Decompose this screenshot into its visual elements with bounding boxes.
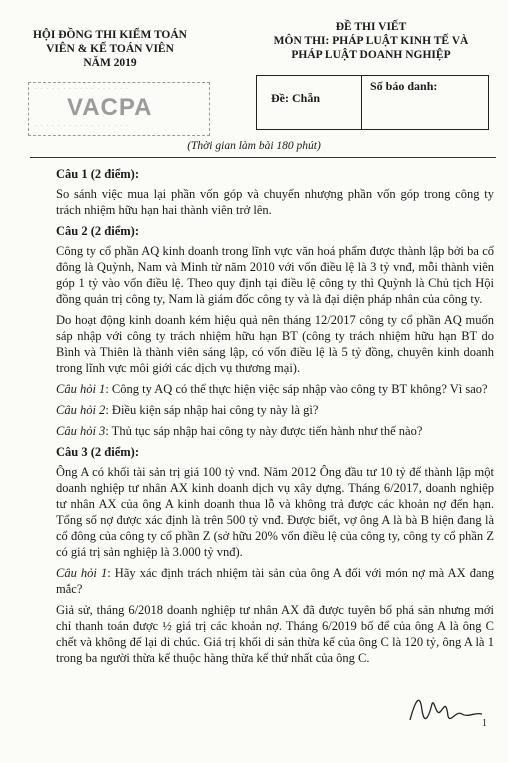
exam-line-2: MÔN THI: PHÁP LUẬT KINH TẾ VÀ (273, 35, 469, 47)
candidate-number-label: Số báo danh: (370, 79, 438, 93)
question-3-paragraph-1: Ông A có khối tài sản trị giá 100 tỷ vnđ. Năm 2012 Ông đầu tư 10 tỷ để thành lập một doanh nghiệp tư nhân AX kinh doanh dịch vụ xây dựng. Tháng 6/2017, doanh nghiệp tư nhân AX của ông A kinh doanh thua lỗ và không trả được các khoản nợ đến hạn. Tổng số nợ được xác định là trên 500 tỷ vnđ. Được biết, vợ ông A là bà B hiện đang là cổ đông của công ty cổ phần Z (sở hữu 20% vốn điều lệ của công ty, công ty cổ phần Z có giá trị sản nghiệp là 3.000 tỷ vnđ). (56, 465, 494, 559)
sub-question-text: : Công ty AQ có thể thực hiện việc sáp nhập vào công ty BT không? Vì sao? (105, 382, 488, 396)
sub-question-label: Câu hỏi 1 (56, 382, 106, 396)
time-note: (Thời gian làm bài 180 phút) (187, 140, 321, 152)
question-2-sub-3 (56, 423, 494, 439)
header-divider (30, 157, 496, 158)
question-3-paragraph-2: Giả sử, tháng 6/2018 doanh nghiệp tư nhân AX đã được tuyên bố phá sản nhưng mới chỉ thanh toán được ½ giá trị các khoản nợ. Tháng 6/2019 bố để của ông A là ông C chết và không để lại di chúc. Giá trị khối di sản thừa kế của ông C là 120 tỷ, ông A là 1 trong ba người thừa kế thuộc hàng thừa kế thứ nhất của ông C. (56, 603, 494, 665)
org-line-2: VIÊN & KẾ TOÁN VIÊN (46, 43, 174, 55)
question-3-title: Câu 3 (2 điểm): (56, 445, 139, 459)
question-2-paragraph-1: Công ty cổ phần AQ kinh doanh trong lĩnh vực văn hoá phẩm được thành lập bởi ba cổ đông là Quỳnh, Nam và Minh từ năm 2010 với vốn điều lệ là 3 tỷ vnđ, mỗi thành viên góp 1 tỷ vào vốn điều lệ. Theo quy định tại điều lệ công ty thì Quỳnh là Chủ tịch Hội đồng quản trị công ty, Nam là giám đốc công ty và là đại diện pháp nhân của công ty. (56, 244, 494, 306)
sub-question-text: : Điều kiện sáp nhập hai công ty này là gì? (105, 403, 319, 417)
handwritten-signature (406, 690, 486, 730)
org-line-3: NĂM 2019 (83, 57, 137, 69)
sub-question-text: : Hãy xác định trách nhiệm tài sản của ông A đối với món nợ mà AX đang mắc? (56, 566, 494, 596)
question-1-text: So sánh việc mua lại phần vốn góp và chuyển nhượng phần vốn góp trong công ty trách nhiệm hữu hạn hai thành viên trở lên. (56, 187, 494, 217)
question-1-title: Câu 1 (2 điểm): (56, 167, 139, 181)
sub-question-label: Câu hỏi 2 (56, 403, 106, 417)
question-3-sub-1 (56, 565, 494, 597)
exam-body (56, 166, 494, 671)
org-line-1: HỘI ĐỒNG THI KIỂM TOÁN (32, 29, 187, 41)
vacpa-logo-text: VACPA (67, 94, 153, 121)
question-2-sub-2 (56, 402, 494, 418)
vacpa-stamp-logo: · · · · · · · · · · · · · · · · · VACPA · · · · · · · · · · · · · · · · · (28, 82, 210, 136)
exam-header (256, 20, 486, 62)
organization-header (30, 28, 190, 70)
question-2-title: Câu 2 (2 điểm): (56, 224, 139, 238)
sub-question-label: Câu hỏi 3 (56, 424, 106, 438)
sub-question-label: Câu hỏi 1 (56, 566, 108, 580)
question-2-sub-1 (56, 381, 494, 397)
page-number: 1 (482, 718, 487, 729)
exam-variant: Đề: Chẵn (271, 91, 321, 105)
exam-line-1: ĐỀ THI VIẾT (335, 21, 407, 33)
exam-line-3: PHÁP LUẬT DOANH NGHIỆP (291, 49, 451, 61)
sub-question-text: : Thủ tục sáp nhập hai công ty này được tiến hành như thế nào? (105, 424, 423, 438)
exam-code-box (256, 75, 489, 130)
question-2-paragraph-2: Do hoạt động kinh doanh kém hiệu quả nên tháng 12/2017 công ty cổ phần AQ muốn sáp nhập với công ty trách nhiệm hữu hạn BT (công ty trách nhiệm hữu hạn BT do Bình và Thiên là thành viên sáng lập, có vốn điều lệ là 5 tỷ đồng, chuyên kinh doanh trong lĩnh vực môi giới các dịch vụ thương mại). (56, 313, 494, 375)
